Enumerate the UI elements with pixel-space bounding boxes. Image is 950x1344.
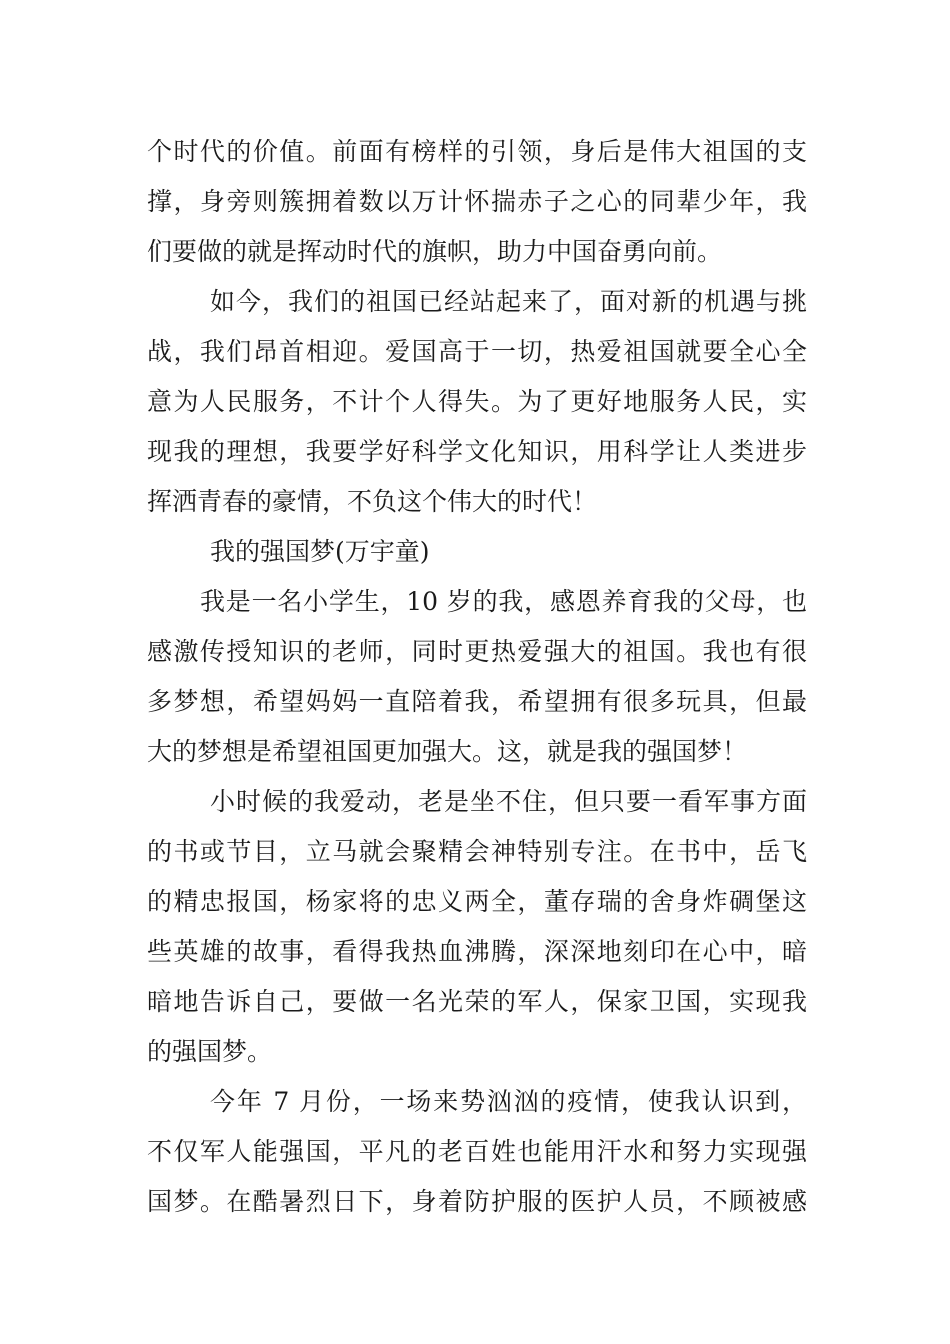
- text-line: 的书或节目，立马就会聚精会神特别专注。在书中，岳飞: [147, 837, 807, 866]
- text-line: 多梦想，希望妈妈一直陪着我，希望拥有很多玩具，但最: [147, 687, 807, 716]
- text-line: 不仅军人能强国，平凡的老百姓也能用汗水和努力实现强: [147, 1137, 807, 1166]
- text-line: 们要做的就是挥动时代的旗帜，助力中国奋勇向前。: [147, 237, 723, 266]
- text-line: 今年 7 月份，一场来势汹汹的疫情，使我认识到，: [210, 1087, 807, 1116]
- text-line: 我是一名小学生，10 岁的我，感恩养育我的父母，也: [200, 587, 807, 616]
- text-line: 的精忠报国，杨家将的忠义两全，董存瑞的舍身炸碉堡这: [147, 887, 807, 916]
- text-line: 些英雄的故事，看得我热血沸腾，深深地刻印在心中，暗: [147, 937, 807, 966]
- text-line: 大的梦想是希望祖国更加强大。这，就是我的强国梦！: [147, 737, 748, 766]
- text-line: 小时候的我爱动，老是坐不住，但只要一看军事方面: [210, 787, 807, 816]
- text-line: 暗地告诉自己，要做一名光荣的军人，保家卫国，实现我: [147, 987, 807, 1016]
- text-line: 战，我们昂首相迎。爱国高于一切，热爱祖国就要全心全: [147, 337, 807, 366]
- text-line: 的强国梦。: [147, 1037, 273, 1066]
- text-line: 国梦。在酷暑烈日下，身着防护服的医护人员，不顾被感: [147, 1187, 807, 1216]
- section-heading: 我的强国梦(万宇童): [210, 537, 430, 566]
- text-line: 撑，身旁则簇拥着数以万计怀揣赤子之心的同辈少年，我: [147, 187, 807, 216]
- text-line: 意为人民服务，不计个人得失。为了更好地服务人民，实: [147, 387, 807, 416]
- text-line: 感激传授知识的老师，同时更热爱强大的祖国。我也有很: [147, 637, 807, 666]
- text-line: 个时代的价值。前面有榜样的引领，身后是伟大祖国的支: [147, 137, 807, 166]
- text-line: 如今，我们的祖国已经站起来了，面对新的机遇与挑: [210, 287, 807, 316]
- text-line: 现我的理想，我要学好科学文化知识，用科学让人类进步: [147, 437, 807, 466]
- text-line: 挥洒青春的豪情，不负这个伟大的时代！: [147, 487, 598, 516]
